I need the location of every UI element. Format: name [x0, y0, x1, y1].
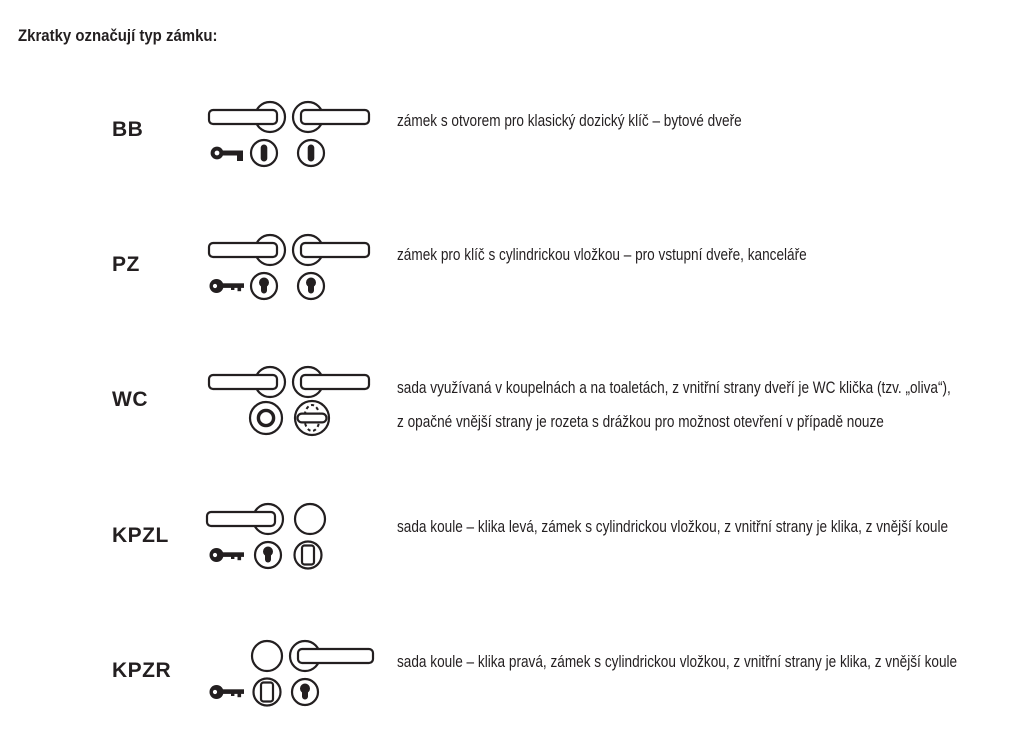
lock-description-kpzl: sada koule – klika levá, zámek s cylindrickou vložkou, z vnitřní strany je klika, z vnější koule	[397, 517, 949, 536]
lock-description-bb: zámek s otvorem pro klasický dozický klíč – bytové dveře	[397, 111, 742, 130]
wc-turn-knob-rosette-icon	[295, 401, 329, 435]
lever-handle-right-icon	[293, 102, 369, 132]
lever-handle-left-icon	[209, 367, 285, 397]
pz-keyhole-rosette-icon	[251, 273, 277, 299]
cylinder-key-icon	[210, 279, 245, 293]
classic-bit-key-icon	[213, 149, 243, 161]
bb-keyhole-rosette-icon	[298, 140, 324, 166]
pictogram-kpzl	[205, 497, 375, 579]
knob-ball-icon	[252, 641, 282, 671]
blind-rosette-icon	[295, 542, 322, 569]
lock-code-pz: PZ	[112, 253, 140, 276]
lever-handle-right-icon	[293, 367, 369, 397]
lever-handle-left-icon	[209, 235, 285, 265]
knob-ball-icon	[295, 504, 325, 534]
lock-description-pz: zámek pro klíč s cylindrickou vložkou – pro vstupní dveře, kanceláře	[397, 245, 807, 264]
lever-handle-left-icon	[207, 504, 283, 534]
lock-description-wc-line2: z opačné vnější strany je rozeta s drážkou pro možnost otevření v případě nouze	[397, 412, 884, 431]
emergency-slot-rosette-icon	[250, 402, 282, 434]
lever-handle-right-icon	[290, 641, 373, 671]
pictogram-wc	[205, 360, 375, 442]
cylinder-key-icon	[210, 685, 245, 699]
pictogram-pz	[205, 228, 375, 310]
pz-keyhole-rosette-icon	[292, 679, 318, 705]
lock-code-kpzl: KPZL	[112, 524, 169, 547]
pz-keyhole-rosette-icon	[255, 542, 281, 568]
pictogram-kpzr	[205, 634, 375, 716]
lock-code-bb: BB	[112, 118, 144, 141]
lever-handle-right-icon	[293, 235, 369, 265]
lever-handle-left-icon	[209, 102, 285, 132]
pictogram-bb	[205, 95, 375, 177]
lock-code-kpzr: KPZR	[112, 659, 172, 682]
pz-keyhole-rosette-icon	[298, 273, 324, 299]
lock-description-kpzr: sada koule – klika pravá, zámek s cylindrickou vložkou, z vnitřní strany je klika, z vnější koule	[397, 652, 958, 671]
cylinder-key-icon	[210, 548, 245, 562]
lock-description-wc	[397, 371, 951, 439]
page-title: Zkratky označují typ zámku:	[18, 26, 218, 45]
blind-rosette-icon	[254, 679, 281, 706]
lock-code-wc: WC	[112, 388, 148, 411]
lock-description-wc-line1: sada využívaná v koupelnách a na toaletách, z vnitřní strany dveří je WC klička (tzv. „oliva“),	[397, 378, 951, 397]
bb-keyhole-rosette-icon	[251, 140, 277, 166]
